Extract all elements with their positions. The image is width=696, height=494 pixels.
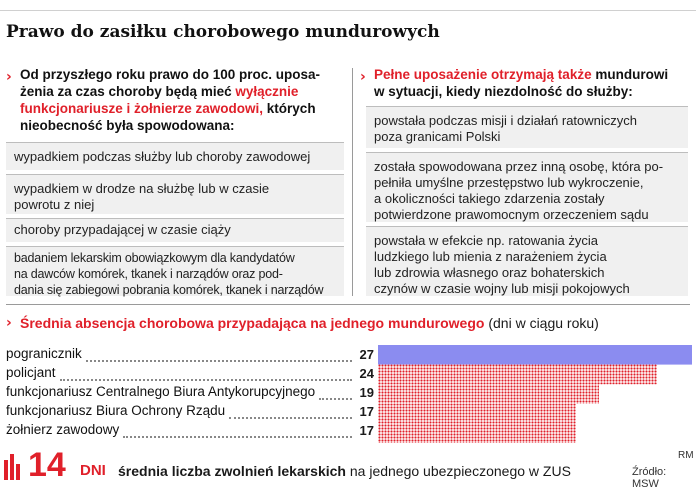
leader-dots (60, 379, 352, 381)
chevron-right-icon: › (360, 69, 366, 85)
value-label: 17 (359, 404, 374, 419)
chevron-right-icon: › (6, 315, 12, 331)
leader-dots (229, 417, 352, 419)
bar (378, 345, 692, 365)
box-line: dania się zabiegowi pobrania komórek, tkanek i narządów (14, 283, 324, 297)
leader-dots (123, 436, 352, 438)
top-rule (0, 10, 696, 11)
bar (378, 423, 576, 443)
category-label: policjant (6, 365, 56, 380)
right-item-1 (366, 106, 688, 148)
right-intro-line: Pełne uposażenie otrzymają także mundurowi (374, 67, 669, 82)
box-line: potwierdzone prawomocnym orzeczeniem sądu (374, 207, 649, 222)
box-line: pełniła umyślne przestępstwo lub wykroczenie, (374, 175, 644, 190)
value-label: 24 (359, 366, 374, 381)
box-line: poza granicami Polski (374, 129, 501, 144)
box-line: czynów w czasie wojny lub misji pokojowych (374, 281, 630, 296)
left-intro-highlight: funkcjonariusze i żołnierze zawodowi, (20, 101, 264, 116)
section-divider (6, 304, 690, 305)
right-intro-highlight: Pełne uposażenie otrzymają także (374, 67, 592, 82)
big-number: 14 (28, 446, 66, 484)
box-line: wypadkiem w drodze na służbę lub w czasie (14, 181, 270, 196)
chart-title: Średnia absencja chorobowa przypadająca na jednego mundurowego (20, 315, 485, 331)
left-item-2 (6, 174, 344, 214)
chart-header (20, 315, 599, 331)
box-line: ludzkiego lub mienia z narażeniem życia (374, 249, 607, 264)
right-item-2 (366, 152, 688, 222)
box-line: lub zdrowia własnego oraz bohaterskich (374, 265, 605, 280)
bar (378, 384, 599, 404)
red-bar-graphic (4, 452, 24, 480)
left-intro (20, 66, 350, 134)
source-note: Źródło: MSW (632, 466, 667, 490)
right-intro (374, 66, 694, 100)
bar (378, 404, 576, 424)
left-intro-line: funkcjonariusze i żołnierze zawodowi, których (20, 101, 316, 116)
value-label: 17 (359, 423, 374, 438)
footer-text (118, 463, 571, 479)
box-line: choroby przypadającej w czasie ciąży (14, 222, 231, 237)
box-line: badaniem lekarskim obowiązkowym dla kandydatów (14, 251, 295, 265)
category-label: funkcjonariusz Biura Ochrony Rządu (6, 403, 226, 418)
category-label: funkcjonariusz Centralnego Biura Antykorupcyjnego (6, 384, 316, 399)
value-label: 19 (359, 385, 374, 400)
left-intro-line: Od przyszłego roku prawo do 100 proc. uposa- (20, 67, 321, 82)
footer-rest: na jednego ubezpieczonego w ZUS (345, 463, 571, 479)
left-intro-highlight: wyłącznie (235, 84, 299, 99)
left-item-3 (6, 218, 344, 242)
leader-dots (319, 398, 352, 400)
category-label: pogranicznik (6, 346, 82, 361)
box-line: powrotu z niej (14, 197, 95, 212)
left-intro-line: żenia za czas choroby będą mieć wyłącznie (20, 84, 299, 99)
days-label: DNI (80, 462, 106, 479)
column-divider (352, 68, 353, 296)
page-title: Prawo do zasiłku chorobowego mundurowych (6, 22, 440, 42)
left-intro-line: nieobecność była spowodowana: (20, 118, 235, 133)
left-item-4 (6, 246, 344, 296)
box-line: powstała podczas misji i działań ratowniczych (374, 113, 638, 128)
leader-dots (86, 360, 352, 362)
box-line: a okoliczności takiego zdarzenia zostały (374, 191, 605, 206)
chevron-right-icon: › (6, 69, 12, 85)
right-intro-line: w sytuacji, kiedy niezdolność do służby: (374, 84, 633, 99)
box-line: na dawców komórek, tkanek i narządów oraz pod- (14, 267, 283, 281)
footer-bold: średnia liczba zwolnień lekarskich (118, 463, 346, 479)
bar (378, 365, 657, 385)
category-label: żołnierz zawodowy (6, 422, 120, 437)
box-line: powstała w efekcie np. ratowania życia (374, 233, 599, 248)
chart-unit: (dni w ciągu roku) (488, 315, 599, 331)
value-label: 27 (359, 347, 374, 362)
box-line: wypadkiem podczas służby lub choroby zawodowej (14, 149, 311, 164)
box-line: została spowodowana przez inną osobę, która po- (374, 159, 664, 174)
left-item-1 (6, 142, 344, 170)
right-item-3 (366, 226, 688, 296)
author-credit: RM (678, 450, 694, 461)
